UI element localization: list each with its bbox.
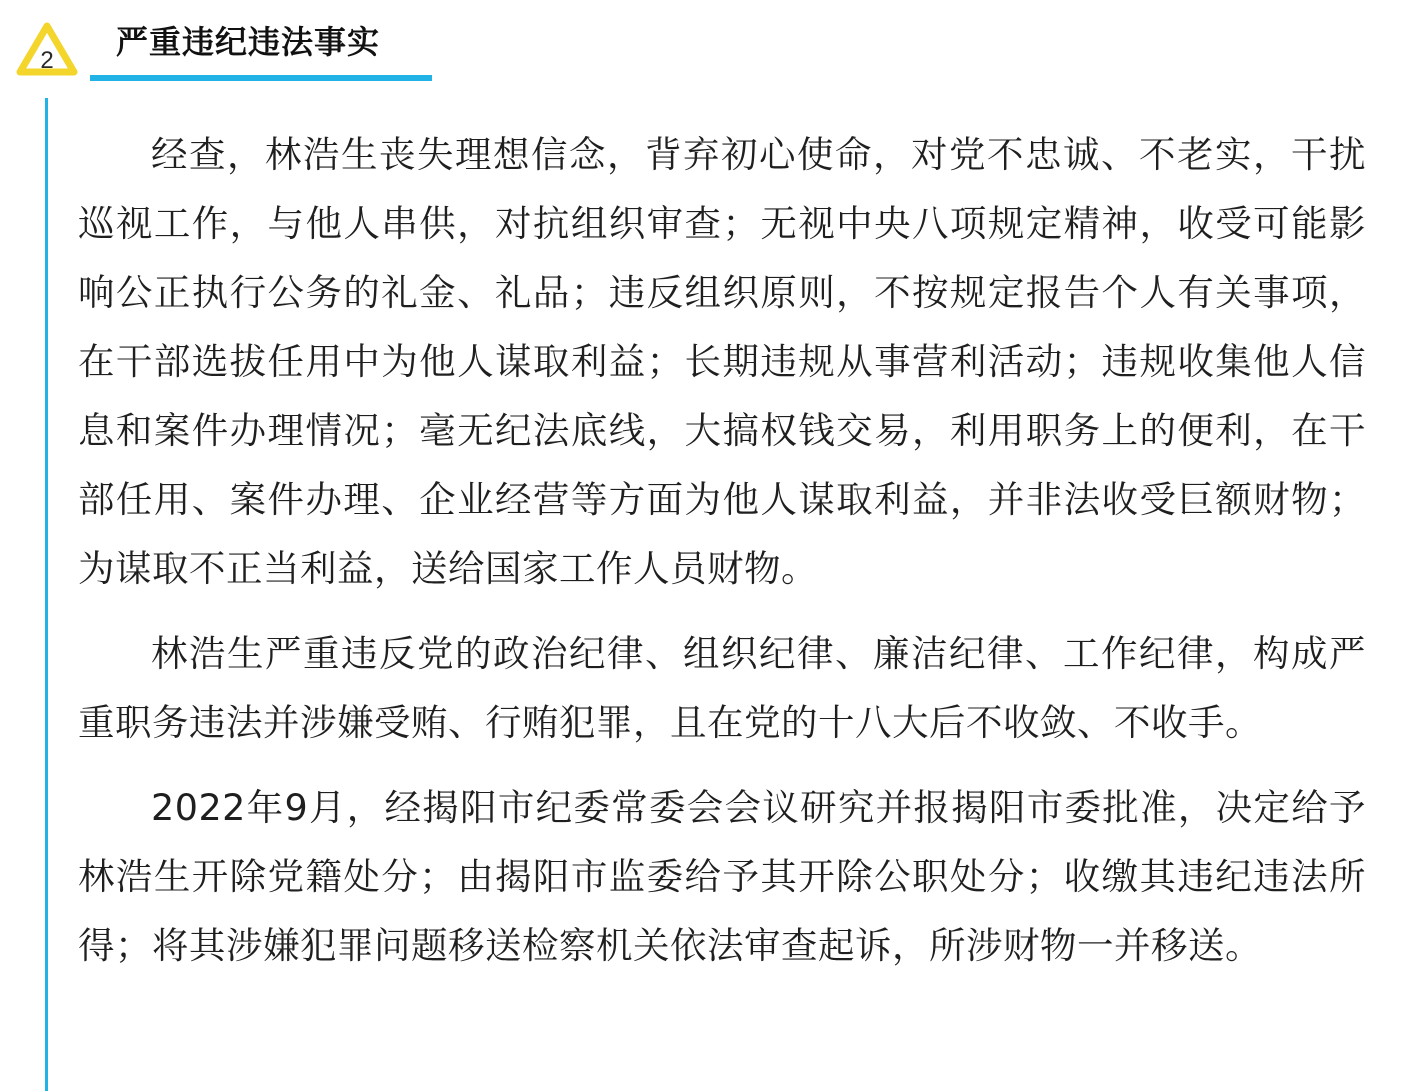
left-vertical-rule bbox=[45, 98, 48, 1091]
paragraph-decision: 2022年9月，经揭阳市纪委常委会会议研究并报揭阳市委批准，决定给予林浩生开除党籍处分；由揭阳市监委给予其开除公职处分；收缴其违纪违法所得；将其涉嫌犯罪问题移送检察机关依法审查起诉，所涉财物一并移送。 bbox=[78, 786, 1366, 967]
paragraph-facts: 经查，林浩生丧失理想信念，背弃初心使命，对党不忠诚、不老实，干扰巡视工作，与他人串供，对抗组织审查；无视中央八项规定精神，收受可能影响公正执行公务的礼金、礼品；违反组织原则，不按规定报告个人有关事项，在干部选拔任用中为他人谋取利益；长期违规从事营利活动；违规收集他人信息和案件办理情况；毫无纪法底线，大搞权钱交易，利用职务上的便利，在干部任用、案件办理、企业经营等方面为他人谋取利益，并非法收受巨额财物；为谋取不正当利益，送给国家工作人员财物。 bbox=[78, 133, 1366, 590]
title-underline bbox=[90, 75, 432, 81]
section-title: 严重违纪违法事实 bbox=[116, 23, 381, 61]
section-number-badge bbox=[16, 22, 78, 76]
section-header bbox=[0, 0, 460, 84]
paragraph-violations: 林浩生严重违反党的政治纪律、组织纪律、廉洁纪律、工作纪律，构成严重职务违法并涉嫌受贿、行贿犯罪，且在党的十八大后不收敛、不收手。 bbox=[78, 632, 1366, 744]
section-number: 2 bbox=[40, 47, 54, 74]
article-body bbox=[78, 120, 1366, 996]
